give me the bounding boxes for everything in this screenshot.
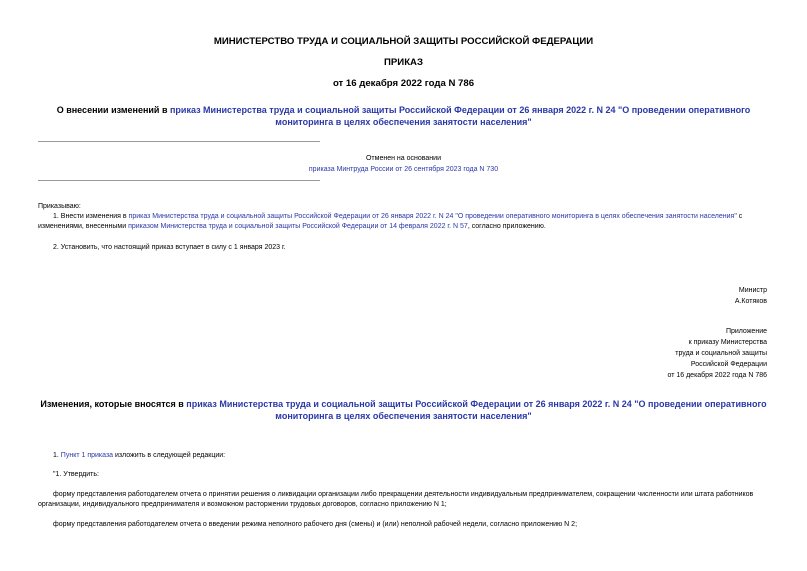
title-link[interactable]: приказ Министерства труда и социальной защиты Российской Федерации от 26 января 2022 г. N 24 "О проведении оперативного мониторинга в целях обеспечения занятости населения" bbox=[170, 105, 751, 127]
signature-position: Министр bbox=[738, 287, 767, 294]
item1-link-order-57[interactable]: приказом Министерства труда и социальной защиты Российской Федерации от 14 февраля 2022 г. N 57 bbox=[128, 223, 468, 230]
p1-link-point-1[interactable]: Пункт 1 приказа bbox=[60, 452, 114, 459]
order-item-2: 2. Установить, что настоящий приказ вступает в силу с 1 января 2023 г. bbox=[53, 244, 286, 251]
title-prefix: О внесении изменений в bbox=[56, 105, 170, 115]
ministry-heading: МИНИСТЕРСТВО ТРУДА И СОЦИАЛЬНОЙ ЗАЩИТЫ РОССИЙСКОЙ ФЕДЕРАЦИИ bbox=[213, 36, 594, 47]
appendix-line-2: к приказу Министерства bbox=[688, 339, 767, 346]
changes-title bbox=[40, 398, 767, 422]
changes-paragraph-2: "1. Утвердить: bbox=[53, 471, 99, 478]
changes-title-link[interactable]: приказ Министерства труда и социальной защиты Российской Федерации от 26 января 2022 г. N 24 "О проведении оперативного мониторинга в целях обеспечения занятости населения" bbox=[186, 399, 767, 421]
appendix-line-5: от 16 декабря 2022 года N 786 bbox=[667, 372, 767, 379]
order-item-1 bbox=[38, 212, 768, 232]
item1-text-a: 1. Внести изменения в bbox=[53, 213, 129, 220]
divider-top bbox=[38, 141, 320, 142]
date-number-heading: от 16 декабря 2022 года N 786 bbox=[332, 78, 475, 89]
divider-bottom bbox=[38, 180, 320, 181]
revoked-notice-text: Отменен на основании bbox=[365, 155, 441, 162]
signature-name: А.Котяков bbox=[734, 298, 767, 305]
p1-rest: изложить в следующей редакции: bbox=[113, 452, 226, 459]
changes-title-prefix: Изменения, которые вносятся в bbox=[40, 399, 187, 409]
item1-text-c: , согласно приложению. bbox=[467, 223, 546, 230]
appendix-line-4: Российской Федерации bbox=[690, 361, 767, 368]
changes-paragraph-4: форму представления работодателем отчета о введении режима неполного рабочего дня (смены) и (или) неполной рабочей недели, согласно приложению N 2; bbox=[53, 521, 578, 528]
changes-paragraph-3: форму представления работодателем отчета о принятии решения о ликвидации организации либо прекращении деятельности индивидуальным предпринимателем, сокращении численности или штата работников организации, индивидуального предпринимателя и возможном расторжении трудовых договоров, согласно приложению N 1; bbox=[38, 491, 754, 508]
appendix-line-1: Приложение bbox=[725, 328, 767, 335]
p1-number: 1. bbox=[53, 452, 61, 459]
revoked-notice-link[interactable]: приказа Минтруда России от 26 сентября 2023 года N 730 bbox=[308, 166, 499, 173]
changes-paragraph-1 bbox=[53, 451, 225, 461]
document-title bbox=[40, 104, 767, 128]
item1-text-b: с изменениями, внесенными bbox=[38, 213, 743, 230]
doc-type-heading: ПРИКАЗ bbox=[384, 57, 423, 68]
order-intro: Приказываю: bbox=[38, 203, 81, 210]
item1-link-order-24[interactable]: приказ Министерства труда и социальной защиты Российской Федерации от 26 января 2022 г. N 24 "О проведении оперативного мониторинга в целях обеспечения занятости населения" bbox=[128, 213, 737, 220]
appendix-line-3: труда и социальной защиты bbox=[675, 350, 767, 357]
